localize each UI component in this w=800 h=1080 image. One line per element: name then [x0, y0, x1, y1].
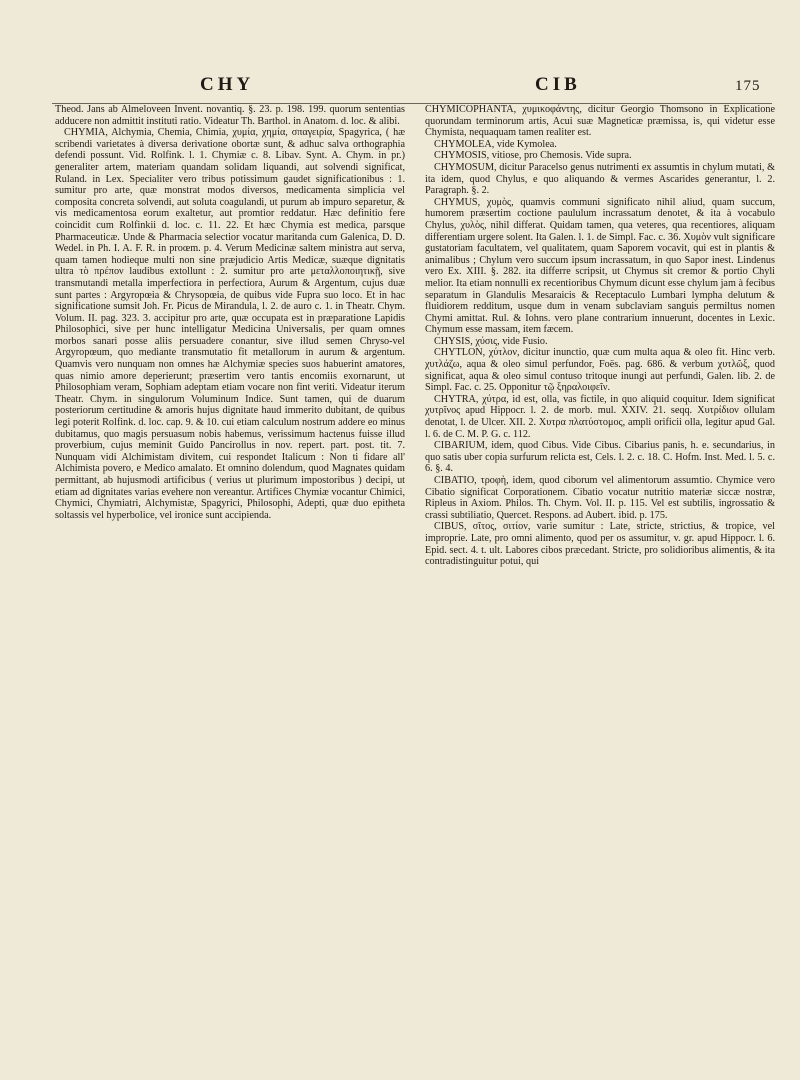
entry-paragraph: Theod. Jans ab Almeloveen Invent. novantiq. §. 23. p. 198. 199. quorum sententias adducere non admittit instituti ratio. Videatur Th. Barthol. in Anatom. d. loc. & alibi.: [55, 104, 405, 127]
entry-chymosum: CHYMOSUM, dicitur Paracelso genus nutrimenti ex assumtis in chylum mutati, & ita idem, quod Chylus, e quo aliquando & vermes Ascarides generantur, l. 2. Paragraph. §. 2.: [425, 161, 775, 197]
entry-cibatio: CIBATIO, τροφὴ, idem, quod ciborum vel alimentorum assumtio. Chymice vero Cibatio significat Corporationem. Cibatio vocatur nutritio materiæ siccæ nostræ, Ripleus in Axiom. Philos. Th. Chym. Vol. II. p. 115. Vel est subtilis, ingrossatio & crassi subtiliatio, Quercet. Respons. ad Aubert. ibid. p. 175.: [425, 475, 775, 521]
page-number: 175: [735, 78, 761, 94]
entry-cibus: CIBUS, σῖτος, σιτίον, varie sumitur : Late, stricte, strictius, & tropice, vel improprie. Late, pro omni alimento, quod per os assumitur, v. gr. apud Hippocr. l. 6. Epid. sect. 4. t. ult. Labores cibos præcedant. Stricte, pro solidioribus alimentis, & ita contradistinguitur potui, qui: [425, 521, 775, 568]
entry-chymia: CHYMIA, Alchymia, Chemia, Chimia, χυμία, χημία, σπαγειρία, Spagyrica, ( hæ scribendi varietates à diversa derivatione obortæ sunt, & adhuc salva orthographia defendi possunt. Vid. Rolfink. l. 1. Chymiæ c. 8. Libav. Synt. A. Chym. in pr.) generaliter artem, materiam quandam solidam liquandi, aut solvendi significat, Ruland. in Lex. Specialiter vero tribus potissimum gaudet significationibus : 1. sumitur pro arte, quæ monstrat modos diversos, medicamenta simplicia vel composita concreta solvendi, aut soluta coagulandi, ut purum ab impuro separetur, & vis medicamentosa eorum exaltetur, aut promtior reddatur. Hæc definitio fere coincidit cum Rolfinkii d. loc. c. 11. 22. Et hæc Chymia est medica, parsque Pharmaceuticæ. Unde & Pharmacia selectior vocatur maritanda cum Galenica, D. D. Wedel. in Ph. I. A. F. R. in proœm. p. 4. Verum Medicinæ saltem ministra aut serva, quam tamen hodieque multi non sine præjudicio Artis Medicæ, suæque dignitatis ultra τὸ πρέπον laudibus extollunt : 2. sumitur pro arte μεταλλοποιητικῇ, sive transmutandi metalla imperfectiora in perfectiora, Aurum & Argentum, cujus duæ sunt partes : Argyropœia & Chrysopœia, de quibus vide Fupra suo loco. Et in hac significatione sumsit Joh. Fr. Picus de Mirandula, l. 2. de auro c. 1. in Theatr. Chym. Volum. II. pag. 323. 3. accipitur pro arte, quæ occupata est in præparatione Lapidis Philosophici, sive per hunc intelligatur Medicina Universalis, per quam omnes morbos sanari posse aliis persuadere conantur, sive illud semen Chryso-vel Argyropœum, quo mediante transmutatio fit metallorum in aurum & argentum. Quamvis vero nunquam non omnes hæ Alchymiæ species suos habuerint amatores, quas nimio amore deperierunt; præsertim vero tantis encomiis exornarunt, ut Philosophiam veram, Sophiam adeptam etiam vocare non fint veriti. Videatur iterum Theatr. Chym. in singulorum Voluminum Indice. Sunt tamen, qui de duarum posteriorum certitudine & amoris hujus dignitate haud immerito dubitant, de quibus legi poterit Rolfink. d. loc. cap. 9. & 10. cui etiam calculum nostrum addere eo minus dubitamus, quo magis persuasum nobis habemus, verissimum hactenus fuisse illud proverbium, cujus meminit Guido Pancirollus in nov. repert. part. post. tit. 7. Nunquam vidi Alchimistam divitem, cui respondet Italicum : Non ti fidare all' Alchimista povero, e Medico amalato. Et omnino dolendum, quod Magnates quidam permittant, ab hujusmodi artificibus ( verius ut plurimum impostoribus ) decipi, ut etiam ad dignitates varias evehere non vereantur. Artifices Chymiæ vocantur Chimici, Chymici, Chymiatri, Alchymistæ, Spagyrici, Philosophi, Adepti, quæ duo epitheta soltassis vel hyperbolice, vel ironice sunt accipienda.: [55, 127, 405, 521]
left-column: [55, 104, 405, 1049]
right-column: [425, 104, 775, 1049]
entry-chymicophanta: CHYMICOPHANTA, χυμικοφάντης, dicitur Georgio Thomsono in Explicatione quorundam terminorum artis, Acui suæ Magneticæ præmissa, is, qui videtur esse Chymista, nequaquam tamen realiter est.: [425, 104, 775, 139]
entry-chytlon: CHYTLON, χύτλον, dicitur inunctio, quæ cum multa aqua & oleo fit. Hinc verb. χυτλάζω, aqua & oleo simul perfundor, Foës. pag. 686. & verbum χυτλῶξ, quod significat, aqua & oleo simul contuso tritoque inungi aut perfundi, Galen. lib. 2. de Simpl. Fac. c. 25. Opponitur τῷ ξηραλοιφεῖν.: [425, 347, 775, 394]
entry-chysis: CHYSIS, χύσις, vide Fusio.: [434, 335, 548, 347]
running-head-right: CIB: [535, 74, 581, 95]
running-head-left: CHY: [200, 74, 255, 95]
entry-chytra: CHYTRA, χύτρα, id est, olla, vas fictile, in quo aliquid coquitur. Idem significat χυτρῖνος apud Hippocr. l. 2. de morb. mul. XXIV. 21. seqq. Χυτρίδιον ollulam denotat, l. de Ulcer. XII. 2. Χυτρα πλατύστομος, ampli orificii olla, legitur apud Gal. l. 6. de C. M. P. G. c. 112.: [425, 393, 775, 440]
entry-chymosis: CHYMOSIS, vitiose, pro Chemosis. Vide supra.: [434, 150, 632, 162]
entry-chymolea: CHYMOLEA, vide Kymolea.: [434, 138, 557, 150]
entry-chymus: CHYMUS, χυμὸς, quamvis communi significato nihil aliud, quam succum, humorem præsertim coctione paululum incrassatum denotet, & ita à vocabulo Chylus, χυλὸς, nihil differat. Quidam tamen, qua veteres, qua recentiores, aliquam differentiam urgere solent. Ita Galen. l. 1. de Simpl. Fac. c. 36. Χυμὸν vult significare gustatoriam facultatem, vel qualitatem, quam Saporem vocavit, qui est in plantis & animalibus ; Chylum vero succum ipsum incrassatum, in quo Sapor inest. Lindenus vero Ex. XIII. §. 282. ita differre scripsit, ut Chymus sit cremor & portio Chyli melior. Ita etiam nonnulli ex recentioribus Chymum dicunt esse chylum jam à fecibus separatum in Glandulis Mesaraicis & Receptaculo Lumbari lympha delutum & fluidiorem redditum, usque dum in venam subclaviam sanguis permiltus nomen Chymi amittat. Rul. & Iohns. vero plane contrarium innuerunt, docentes in Lexic. Chymum esse massam, item fæcem.: [425, 196, 775, 336]
entry-cibarium: CIBARIUM, idem, quod Cibus. Vide Cibus. Cibarius panis, h. e. secundarius, in quo satis uber copia surfurum relicta est, Cels. l. 2. c. 18. C. Hofm. Inst. Med. l. 5. c. 6. §. 4.: [425, 440, 775, 475]
